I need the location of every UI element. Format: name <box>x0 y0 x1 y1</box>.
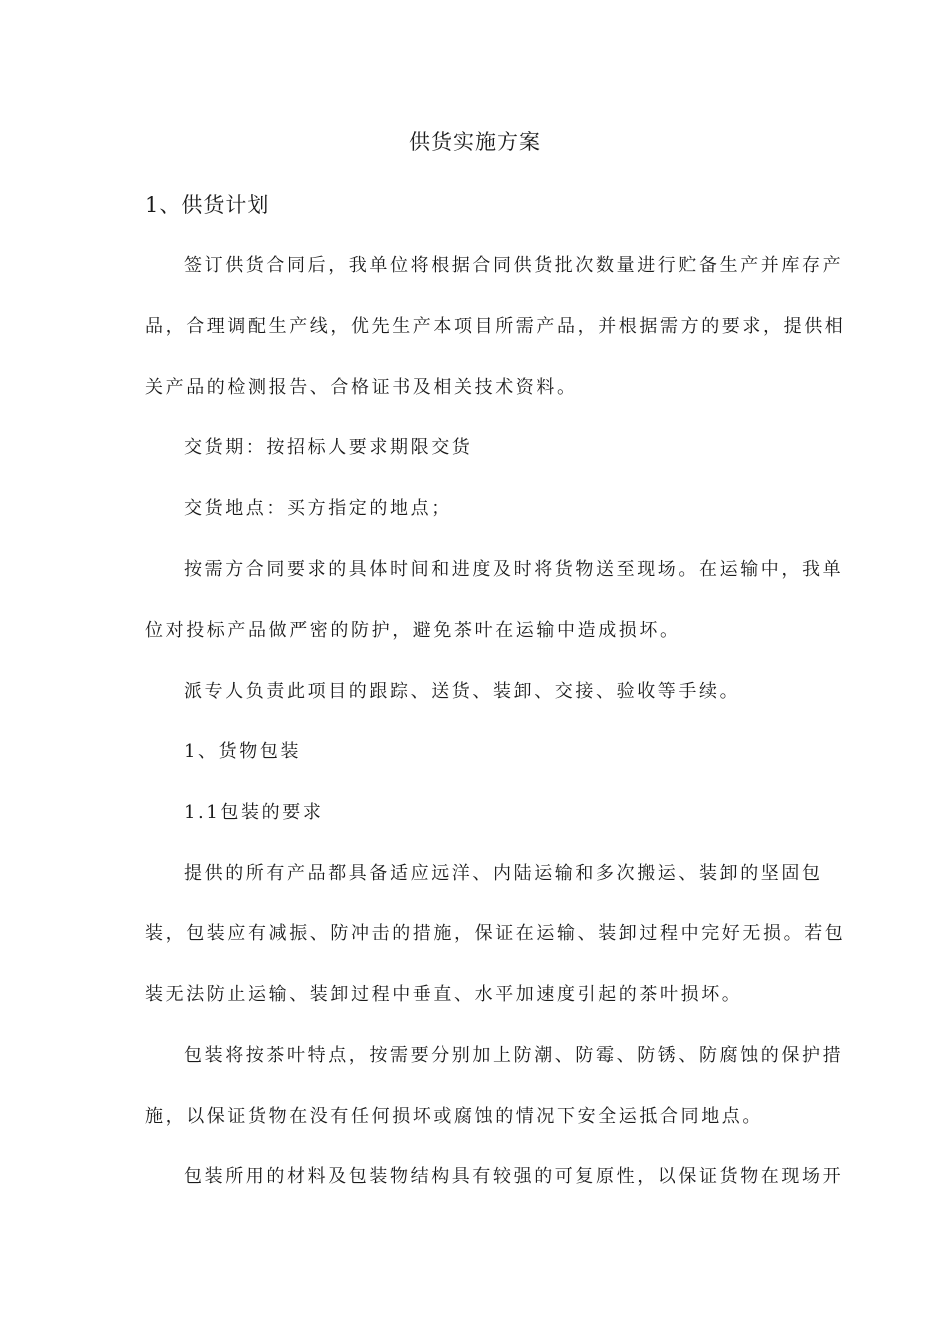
paragraph-line: 签订供货合同后，我单位将根据合同供货批次数量进行贮备生产并库存产 <box>184 255 844 276</box>
paragraph-line: 交货期：按招标人要求期限交货 <box>184 437 473 458</box>
paragraph-line: 提供的所有产品都具备适应远洋、内陆运输和多次搬运、装卸的坚固包 <box>184 863 823 884</box>
paragraph-line: 派专人负责此项目的跟踪、送货、装卸、交接、验收等手续。 <box>184 681 741 702</box>
subsection-heading: 1.1包装的要求 <box>184 802 324 823</box>
section-heading: 1、供货计划 <box>145 193 270 217</box>
paragraph-line: 包装所用的材料及包装物结构具有较强的可复原性，以保证货物在现场开 <box>184 1166 844 1187</box>
paragraph-line: 施，以保证货物在没有任何损坏或腐蚀的情况下安全运抵合同地点。 <box>145 1106 763 1127</box>
paragraph-line: 交货地点：买方指定的地点； <box>184 498 452 519</box>
paragraph-line: 按需方合同要求的具体时间和进度及时将货物送至现场。在运输中，我单 <box>184 559 844 580</box>
paragraph-line: 位对投标产品做严密的防护，避免茶叶在运输中造成损坏。 <box>145 620 681 641</box>
paragraph-line: 品，合理调配生产线，优先生产本项目所需产品，并根据需方的要求，提供相 <box>145 316 846 337</box>
paragraph-line: 装，包装应有减振、防冲击的措施，保证在运输、装卸过程中完好无损。若包 <box>145 923 846 944</box>
paragraph-line: 关产品的检测报告、合格证书及相关技术资料。 <box>145 377 578 398</box>
subsection-heading: 1、货物包装 <box>184 741 302 762</box>
document-title: 供货实施方案 <box>409 130 541 154</box>
paragraph-line: 装无法防止运输、装卸过程中垂直、水平加速度引起的茶叶损坏。 <box>145 984 743 1005</box>
paragraph-line: 包装将按茶叶特点，按需要分别加上防潮、防霉、防锈、防腐蚀的保护措 <box>184 1045 844 1066</box>
